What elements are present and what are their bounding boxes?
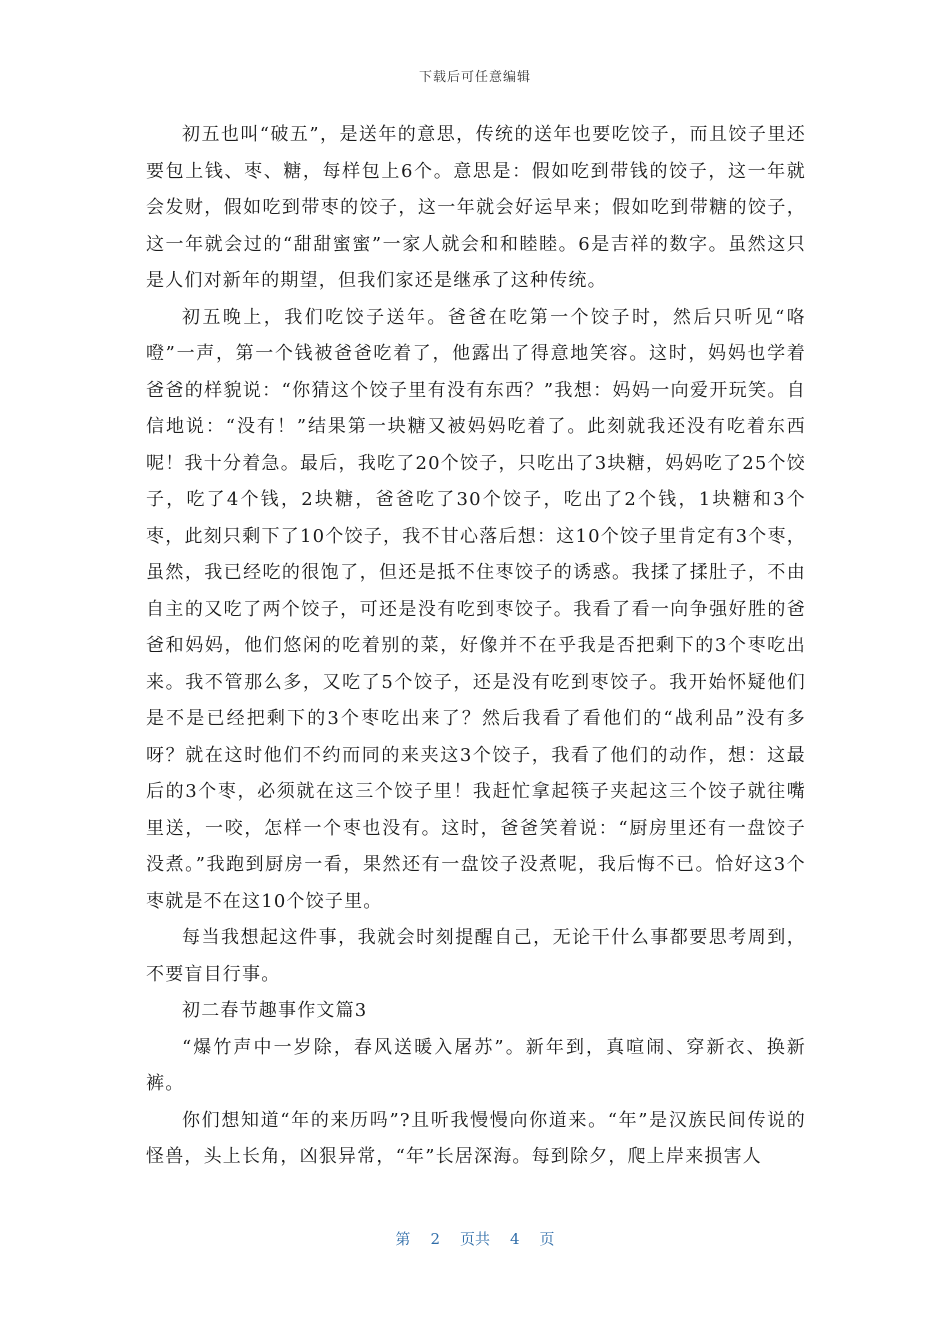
section-title: 初二春节趣事作文篇3 — [182, 1000, 368, 1021]
page-header: 下载后可任意编辑 — [418, 70, 531, 85]
footer-total-pages: 4 — [510, 1230, 520, 1248]
page-footer — [0, 1228, 950, 1249]
paragraph-4: “爆竹声中一岁除，春风送暖入屠苏”。新年到，真喧闹、穿新衣、换新裤。 — [146, 1036, 806, 1094]
footer-page-number: 2 — [430, 1230, 440, 1248]
paragraph-2: 初五晚上，我们吃饺子送年。爸爸在吃第一个饺子时，然后只听见“咯噔”一声，第一个钱被爸爸吃着了，他露出了得意地笑容。这时，妈妈也学着爸爸的样貌说：“你猜这个饺子里有没有东西？”我想：妈妈一向爱开玩笑。自信地说：“没有！”结果第一块糖又被妈妈吃着了。此刻就我还没有吃着东西呢！我十分着急。最后，我吃了20个饺子，只吃出了3块糖，妈妈吃了25个饺子，吃了4个钱，2块糖，爸爸吃了30个饺子，吃出了2个钱，1块糖和3个枣，此刻只剩下了10个饺子，我不甘心落后想：这10个饺子里肯定有3个枣，虽然，我已经吃的很饱了，但还是抵不住枣饺子的诱惑。我揉了揉肚子，不由自主的又吃了两个饺子，可还是没有吃到枣饺子。我看了看一向争强好胜的爸爸和妈妈，他们悠闲的吃着别的菜，好像并不在乎我是否把剩下的3个枣吃出来。我不管那么多，又吃了5个饺子，还是没有吃到枣饺子。我开始怀疑他们是不是已经把剩下的3个枣吃出来了？然后我看了看他们的“战利品”没有多呀？就在这时他们不约而同的来夹这3个饺子，我看了他们的动作，想：这最后的3个枣，必须就在这三个饺子里！我赶忙拿起筷子夹起这三个饺子就往嘴里送，一咬，怎样一个枣也没有。这时，爸爸笑着说：“厨房里还有一盘饺子没煮。”我跑到厨房一看，果然还有一盘饺子没煮呢，我后悔不已。恰好这3个枣就是不在这10个饺子里。 — [146, 306, 806, 912]
footer-mid: 页共 — [459, 1230, 490, 1248]
document-body — [146, 117, 806, 1176]
paragraph-1: 初五也叫“破五”，是送年的意思，传统的送年也要吃饺子，而且饺子里还要包上钱、枣、糖，每样包上6个。意思是：假如吃到带钱的饺子，这一年就会发财，假如吃到带枣的饺子，这一年就会好运早来；假如吃到带糖的饺子，这一年就会过的“甜甜蜜蜜”一家人就会和和睦睦。6是吉祥的数字。虽然这只是人们对新年的期望，但我们家还是继承了这种传统。 — [146, 124, 806, 291]
footer-prefix: 第 — [395, 1230, 411, 1248]
paragraph-5: 你们想知道“年的来历吗”?且听我慢慢向你道来。“年”是汉族民间传说的怪兽，头上长角，凶狠异常，“年”长居深海。每到除夕，爬上岸来损害人 — [146, 1109, 806, 1167]
footer-suffix: 页 — [539, 1230, 555, 1248]
paragraph-3: 每当我想起这件事，我就会时刻提醒自己，无论干什么事都要思考周到，不要盲目行事。 — [146, 927, 806, 985]
